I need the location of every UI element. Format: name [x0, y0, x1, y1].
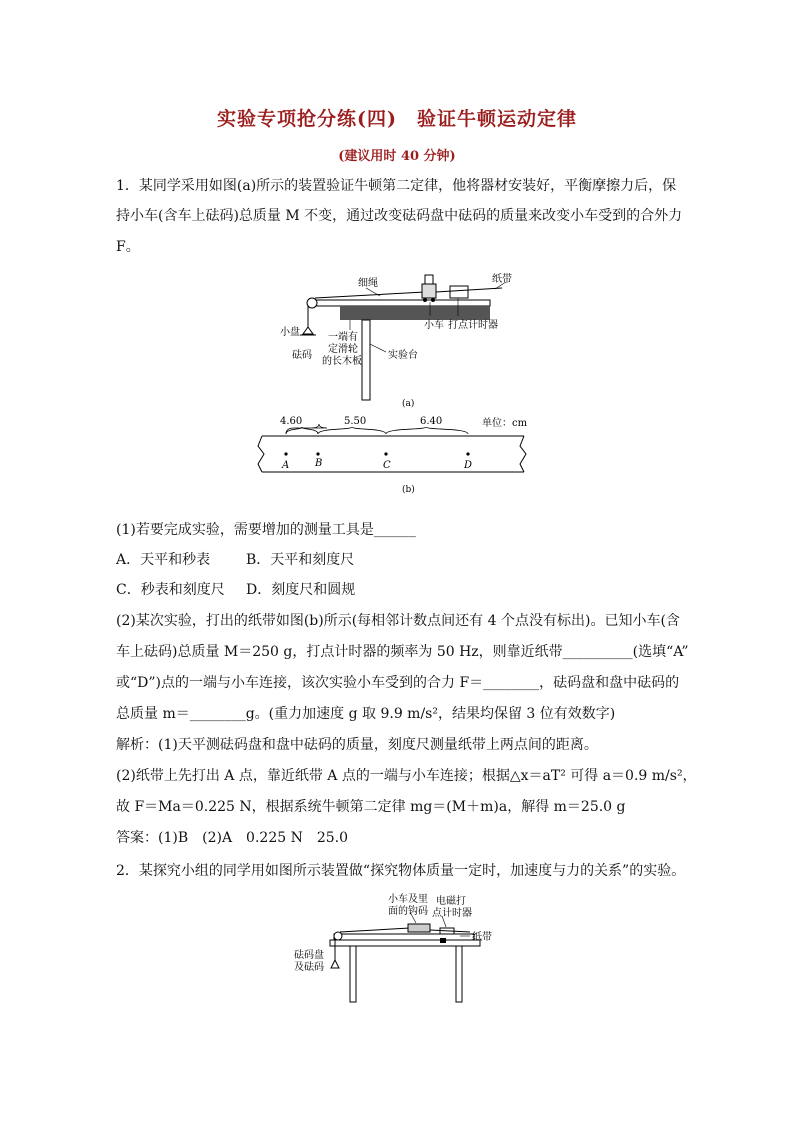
table-leg-right	[456, 946, 462, 1002]
dist-bc: 5.50	[344, 416, 367, 427]
pan	[303, 327, 313, 334]
label-timer-2: 点计时器	[432, 908, 472, 919]
q1-analysis-line-3: 故 F＝Ma＝0.225 N，根据系统牛顿第二定律 mg＝(M＋m)a，解得 m＝25.0 g	[116, 799, 626, 815]
figure-a-apparatus	[270, 272, 530, 412]
q1-option-c: C．秒表和刻度尺	[116, 582, 225, 598]
page-title: 实验专项抢分练(四) 验证牛顿运动定律	[217, 108, 577, 130]
label-pan-2: 及砝码	[294, 962, 324, 973]
q1-part2-line-2: 车上砝码)总质量 M＝250 g，打点计时器的频率为 50 Hz，则靠近纸带__________(选填“A”	[116, 644, 689, 660]
dist-ab: 4.60	[280, 416, 303, 427]
q1-stem-line-3: F。	[116, 239, 140, 255]
figure-q2-apparatus	[290, 892, 510, 1012]
label-cart: 小车	[424, 320, 444, 331]
rope	[315, 292, 425, 298]
label-timer: 打点计时器	[448, 320, 498, 331]
label-tape: 纸带	[492, 274, 512, 285]
q1-part2-line-4: 总质量 m＝________g。(重力加速度 g 取 9.9 m/s²，结果均保留 3 位有效数字)	[116, 706, 616, 722]
figure-b-paper-tape	[254, 412, 544, 496]
table-leg-left	[350, 946, 356, 1002]
q1-option-d: D．刻度尺和圆规	[246, 582, 356, 598]
q1-stem-line-2: 持小车(含车上砝码)总质量 M 不变，通过改变砝码盘中砝码的质量来改变小车受到的合外力	[116, 208, 683, 224]
label-rope: 细绳	[358, 278, 378, 289]
q1-answer: 答案：(1)B (2)A 0.225 N 25.0	[116, 830, 349, 846]
table-stand	[362, 320, 370, 400]
cart	[422, 284, 436, 298]
q1-part2-line-3: 或“D”)点的一端与小车连接，该次实验小车受到的合力 F＝________，砝码盘和盘中砝码的	[116, 675, 680, 691]
pulley	[334, 932, 342, 940]
q1-part2-line-1: (2)某次实验，打出的纸带如图(b)所示(每相邻计数点间还有 4 个点没有标出)。已知小车(含	[116, 613, 680, 629]
suggested-time: (建议用时 40 分钟)	[338, 149, 456, 164]
dot-a	[284, 452, 287, 455]
unit-label: 单位：cm	[482, 418, 528, 429]
timer	[450, 286, 468, 298]
dist-cd: 6.40	[420, 416, 443, 427]
point-b: B	[315, 458, 323, 469]
label-board-1: 一端有	[328, 332, 358, 343]
caption-a: (a)	[402, 399, 415, 409]
caption-b: (b)	[402, 485, 415, 495]
board-shade	[340, 306, 490, 320]
q1-analysis-line-1: 解析：(1)天平测砝码盘和盘中砝码的质量，刻度尺测量纸带上两点间的距离。	[116, 737, 598, 753]
label-table: 实验台	[388, 350, 418, 361]
point-c: C	[383, 460, 391, 471]
long-board	[310, 300, 490, 306]
table-top	[330, 940, 480, 946]
q1-option-a: A．天平和秒表	[116, 552, 211, 568]
label-tape: 纸带	[472, 932, 492, 943]
label-cart-1: 小车及里	[388, 894, 428, 905]
point-a: A	[282, 460, 290, 471]
dot-d	[466, 452, 469, 455]
point-d: D	[464, 460, 473, 471]
q2-stem: 2．某探究小组的同学用如图所示装置做“探究物体质量一定时，加速度与力的关系”的实验。	[116, 863, 686, 879]
label-pan: 小盘	[280, 327, 300, 338]
label-pan-1: 砝码盘	[294, 950, 324, 961]
dot-c	[384, 452, 387, 455]
label-weights: 砝码	[292, 350, 312, 361]
q1-option-b: B．天平和刻度尺	[246, 552, 355, 568]
label-board-2: 定滑轮	[328, 344, 358, 355]
weight-pan	[331, 960, 339, 968]
paper-tape	[436, 288, 502, 292]
q1-part1: (1)若要完成实验，需要增加的测量工具是______	[116, 522, 416, 538]
label-cart-2: 面的钩码	[388, 906, 428, 917]
cart	[408, 924, 430, 932]
dot-b	[316, 452, 319, 455]
q1-analysis-line-2: (2)纸带上先打出 A 点，靠近纸带 A 点的一端与小车连接；根据△x＝aT² 可得 a＝0.9 m/s²，	[116, 768, 697, 784]
label-timer-1: 电磁打	[436, 896, 466, 907]
label-board-3: 的长木板	[322, 356, 362, 367]
q1-stem-line-1: 1．某同学采用如图(a)所示的装置验证牛顿第二定律，他将器材安装好，平衡摩擦力后，保	[116, 178, 677, 194]
